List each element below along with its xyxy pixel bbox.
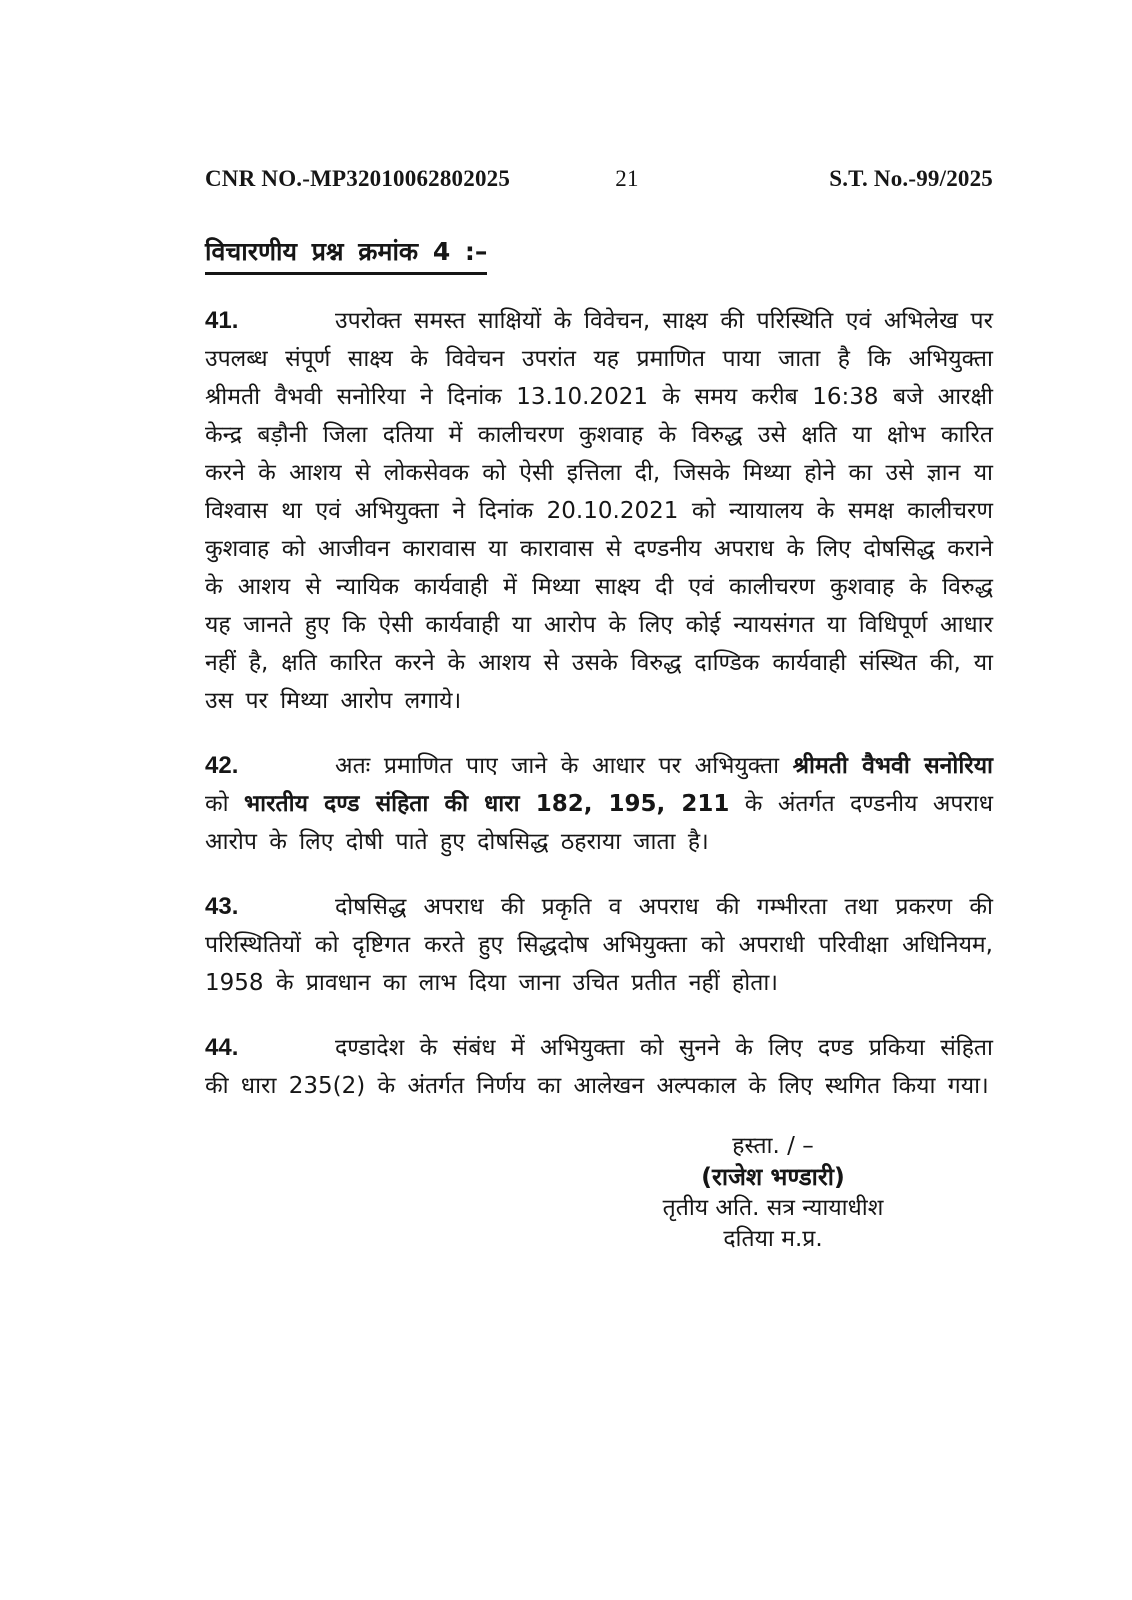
signature-label: हस्ता. / – <box>732 1132 814 1159</box>
paragraph-text: को <box>205 790 245 817</box>
paragraph-number: 42. <box>205 751 239 779</box>
paragraph-44 <box>205 1029 993 1105</box>
page-number: 21 <box>615 166 639 191</box>
signature-block <box>608 1131 938 1255</box>
cnr-number: CNR NO.-MP32010062802025 <box>205 166 511 191</box>
paragraph-number: 43. <box>205 892 239 920</box>
paragraph-text: दण्डादेश के संबंध में अभियुक्ता को सुनने के लिए दण्ड प्रकिया संहिता की धारा 235(2) के अंतर्गत निर्णय का आलेखन अल्पकाल के लिए स्थगित किया गया। <box>205 1034 993 1099</box>
document-header <box>205 166 993 192</box>
paragraph-41 <box>205 302 993 720</box>
paragraph-text: के अंतर्गत दण्डनीय अपराध आरोप के लिए दोषी पाते हुए दोषसिद्ध ठहराया जाता है। <box>205 790 993 855</box>
paragraph-43 <box>205 888 993 1002</box>
heading-row <box>205 192 993 275</box>
judge-name: (राजेश भण्डारी) <box>701 1162 845 1191</box>
court-location: दतिया म.प्र. <box>723 1225 823 1252</box>
paragraph-number: 44. <box>205 1033 239 1061</box>
accused-name: श्रीमती वैभवी सनोरिया <box>792 752 994 779</box>
judge-designation: तृतीय अति. सत्र न्यायाधीश <box>662 1194 884 1221</box>
paragraph-text: दोषसिद्ध अपराध की प्रकृति व अपराध की गम्भीरता तथा प्रकरण की परिस्थितियों को दृष्टिगत करते हुए सिद्धदोष अभियुक्ता को अपराधी परिवीक्षा अधिनियम, 1958 के प्रावधान का लाभ दिया जाना उचित प्रतीत नहीं होता। <box>205 893 993 996</box>
paragraph-text: उपरोक्त समस्त साक्षियों के विवेचन, साक्ष्य की परिस्थिति एवं अभिलेख पर उपलब्ध संपूर्ण साक्ष्य के विवेचन उपरांत यह प्रमाणित पाया जाता है कि अभियुक्ता श्रीमती वैभवी सनोरिया ने दिनांक 13.10.2021 के समय करीब 16:38 बजे आरक्षी केन्द्र बड़ौनी जिला दतिया में कालीचरण कुशवाह के विरुद्ध उसे क्षति या क्षोभ कारित करने के आशय से लोकसेवक को ऐसी इत्तिला दी, जिसके मिथ्या होने का उसे ज्ञान या विश्वास था एवं अभियुक्ता ने दिनांक 20.10.2021 को न्यायालय के समक्ष कालीचरण कुशवाह को आजीवन कारावास या कारावास से दण्डनीय अपराध के लिए दोषसिद्ध कराने के आशय से न्यायिक कार्यवाही में मिथ्या साक्ष्य दी एवं कालीचरण कुशवाह के विरुद्ध यह जानते हुए कि ऐसी कार्यवाही या आरोप के लिए कोई न्यायसंगत या विधिपूर्ण आधार नहीं है, क्षति कारित करने के आशय से उसके विरुद्ध दाण्डिक कार्यवाही संस्थित की, या उस पर मिथ्या आरोप लगाये। <box>205 307 993 714</box>
page-content <box>205 0 993 1255</box>
paragraph-number: 41. <box>205 306 239 334</box>
section-heading: विचारणीय प्रश्न क्रमांक 4 :– <box>205 236 487 275</box>
paragraph-text: अतः प्रमाणित पाए जाने के आधार पर अभियुक्ता <box>335 752 793 779</box>
paragraph-42 <box>205 747 993 861</box>
ipc-sections: भारतीय दण्ड संहिता की धारा 182, 195, 211 <box>244 790 730 817</box>
case-number: S.T. No.-99/2025 <box>829 166 993 191</box>
